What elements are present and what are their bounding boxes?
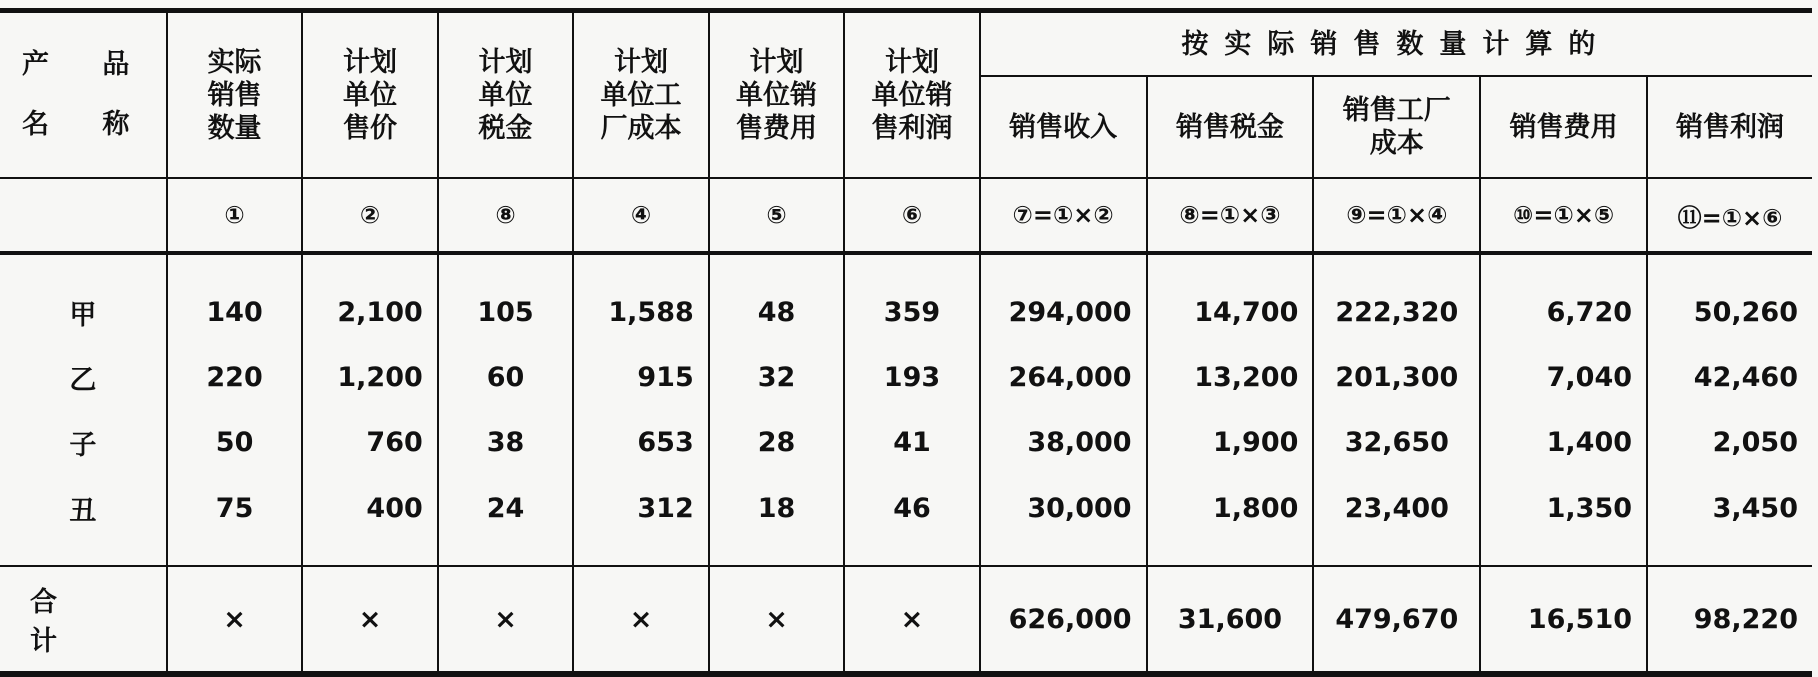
col-header-line: 计划 <box>343 46 398 78</box>
total-cell: × <box>302 566 437 674</box>
col-header-line: 销售利润 <box>1676 111 1785 143</box>
cell: 2,100 <box>302 253 437 345</box>
cell: 359 <box>844 253 979 345</box>
cell: 32,650 <box>1313 410 1480 475</box>
cell: 50 <box>167 410 302 475</box>
col-header-line: 售利润 <box>871 112 953 144</box>
formula-cell: ② <box>302 178 437 253</box>
formula-cell: ⑤ <box>709 178 844 253</box>
formula-cell: ⑪=①×⑥ <box>1647 178 1812 253</box>
total-cell: 31,600 <box>1147 566 1314 674</box>
table-row <box>0 345 1812 410</box>
col-header-line: 数量 <box>207 112 262 144</box>
cell: 50,260 <box>1647 253 1812 345</box>
cell: 294,000 <box>980 253 1147 345</box>
cell: 7,040 <box>1480 345 1647 410</box>
col-header-line: 单位工 <box>600 79 682 111</box>
formula-cell: ⑧=①×③ <box>1147 178 1314 253</box>
col-header-line: 销售 <box>207 79 262 111</box>
total-cell: × <box>438 566 573 674</box>
col-header-sales-revenue <box>980 76 1147 178</box>
col-header-line: 计划 <box>614 46 669 78</box>
cell: 38 <box>438 410 573 475</box>
cell: 1,350 <box>1480 475 1647 566</box>
cell: 653 <box>573 410 708 475</box>
formula-cell: ⑩=①×⑤ <box>1480 178 1647 253</box>
cell: 1,588 <box>573 253 708 345</box>
product-name-header-line2: 名 称 <box>22 109 152 140</box>
cell: 1,400 <box>1480 410 1647 475</box>
col-header-sales-factory-cost <box>1313 76 1480 178</box>
col-header-unit-price <box>302 11 437 179</box>
group-header-actual-based: 按实际销售数量计算的 <box>980 11 1812 77</box>
cell: 915 <box>573 345 708 410</box>
cell: 48 <box>709 253 844 345</box>
col-header-line: 单位 <box>343 79 398 111</box>
col-header-line: 单位销 <box>736 79 817 111</box>
cell: 1,200 <box>302 345 437 410</box>
col-header-line: 计划 <box>749 46 804 78</box>
cell: 14,700 <box>1147 253 1314 345</box>
total-cell: 626,000 <box>980 566 1147 674</box>
col-header-unit-sales-expense <box>709 11 844 179</box>
cell: 2,050 <box>1647 410 1812 475</box>
col-header-line: 计划 <box>884 46 939 78</box>
total-cell: × <box>709 566 844 674</box>
formula-cell-empty <box>0 178 167 253</box>
cell: 1,800 <box>1147 475 1314 566</box>
cell: 1,900 <box>1147 410 1314 475</box>
col-header-line: 单位 <box>478 79 533 111</box>
sales-profit-table <box>0 8 1812 677</box>
product-name: 乙 <box>0 345 167 410</box>
table-row <box>0 253 1812 345</box>
product-name: 甲 <box>0 253 167 345</box>
col-header-line: 售价 <box>343 112 398 144</box>
col-header-line: 计划 <box>478 46 533 78</box>
cell: 193 <box>844 345 979 410</box>
col-header-line: 税金 <box>478 112 533 144</box>
col-header-line: 售费用 <box>736 112 817 144</box>
cell: 6,720 <box>1480 253 1647 345</box>
formula-cell: ① <box>167 178 302 253</box>
cell: 30,000 <box>980 475 1147 566</box>
cell: 140 <box>167 253 302 345</box>
cell: 312 <box>573 475 708 566</box>
product-name: 丑 <box>0 475 167 566</box>
product-name-header <box>0 11 167 179</box>
total-cell: 479,670 <box>1313 566 1480 674</box>
col-header-line: 销售税金 <box>1175 111 1284 143</box>
col-header-line: 销售工厂 <box>1342 95 1451 126</box>
col-header-sales-tax <box>1147 76 1314 178</box>
cell: 42,460 <box>1647 345 1812 410</box>
col-header-sales-profit <box>1647 76 1812 178</box>
col-header-line: 实际 <box>207 46 262 78</box>
total-label: 合 计 <box>0 566 167 674</box>
col-header-line: 销售收入 <box>1009 111 1118 143</box>
cell: 60 <box>438 345 573 410</box>
cell: 3,450 <box>1647 475 1812 566</box>
col-header-sales-expense <box>1480 76 1647 178</box>
total-cell: 16,510 <box>1480 566 1647 674</box>
cell: 28 <box>709 410 844 475</box>
cell: 46 <box>844 475 979 566</box>
formula-cell: ⑨=①×④ <box>1313 178 1480 253</box>
cell: 13,200 <box>1147 345 1314 410</box>
formula-cell: ⑦=①×② <box>980 178 1147 253</box>
cell: 400 <box>302 475 437 566</box>
col-header-line: 单位销 <box>871 79 953 111</box>
col-header-unit-sales-profit <box>844 11 979 179</box>
cell: 18 <box>709 475 844 566</box>
total-cell: × <box>844 566 979 674</box>
cell: 760 <box>302 410 437 475</box>
formula-cell: ⑥ <box>844 178 979 253</box>
cell: 222,320 <box>1313 253 1480 345</box>
col-header-unit-factory-cost <box>573 11 708 179</box>
col-header-unit-tax <box>438 11 573 179</box>
cell: 38,000 <box>980 410 1147 475</box>
cell: 264,000 <box>980 345 1147 410</box>
col-header-line: 销售费用 <box>1509 111 1618 143</box>
col-header-line: 成本 <box>1369 128 1424 159</box>
col-header-actual-qty <box>167 11 302 179</box>
cell: 32 <box>709 345 844 410</box>
total-cell: × <box>167 566 302 674</box>
formula-cell: ④ <box>573 178 708 253</box>
product-name: 子 <box>0 410 167 475</box>
cell: 41 <box>844 410 979 475</box>
table-row <box>0 475 1812 566</box>
cell: 24 <box>438 475 573 566</box>
total-row <box>0 566 1812 674</box>
table-row <box>0 410 1812 475</box>
formula-cell: ⑧ <box>438 178 573 253</box>
total-cell: 98,220 <box>1647 566 1812 674</box>
total-cell: × <box>573 566 708 674</box>
product-name-header-line1: 产 品 <box>22 49 152 80</box>
cell: 201,300 <box>1313 345 1480 410</box>
cell: 23,400 <box>1313 475 1480 566</box>
cell: 105 <box>438 253 573 345</box>
cell: 220 <box>167 345 302 410</box>
col-header-line: 厂成本 <box>600 112 682 144</box>
cell: 75 <box>167 475 302 566</box>
